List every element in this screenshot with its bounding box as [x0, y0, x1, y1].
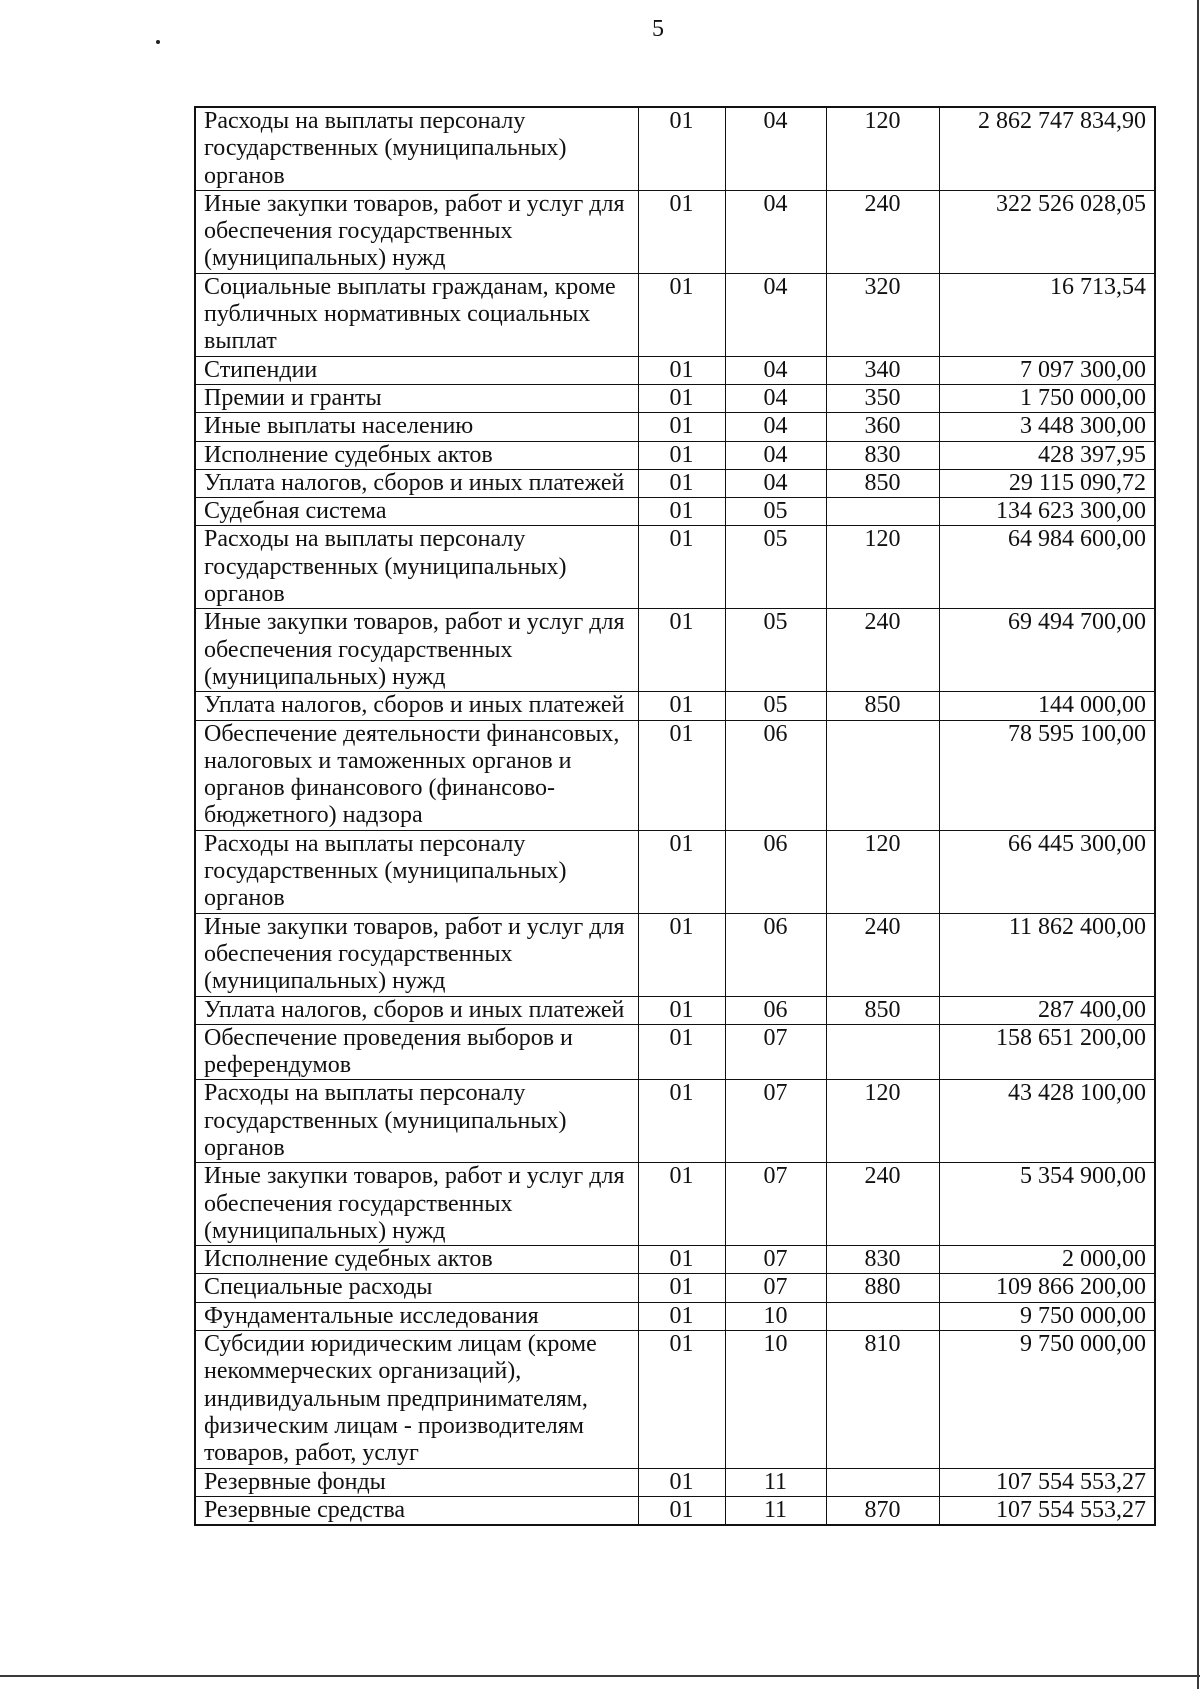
row-sum: 29 115 090,72 [939, 469, 1155, 497]
row-pr: 07 [725, 1246, 826, 1274]
table-row [195, 190, 1155, 273]
table-row [195, 1080, 1155, 1163]
row-name: Резервные фонды [195, 1468, 638, 1496]
row-pr: 04 [725, 356, 826, 384]
row-rz: 01 [638, 1302, 725, 1330]
table-row [195, 830, 1155, 913]
row-sum: 144 000,00 [939, 692, 1155, 720]
row-name: Стипендии [195, 356, 638, 384]
row-pr: 11 [725, 1496, 826, 1525]
row-vr: 120 [826, 1080, 939, 1163]
row-pr: 11 [725, 1468, 826, 1496]
row-vr: 360 [826, 413, 939, 441]
row-vr: 340 [826, 356, 939, 384]
table-row [195, 1496, 1155, 1525]
table-row [195, 609, 1155, 692]
budget-table [194, 106, 1156, 1526]
row-rz: 01 [638, 913, 725, 996]
row-vr: 870 [826, 1496, 939, 1525]
table-row [195, 996, 1155, 1024]
row-pr: 07 [725, 1163, 826, 1246]
table-row [195, 1246, 1155, 1274]
row-rz: 01 [638, 498, 725, 526]
row-sum: 69 494 700,00 [939, 609, 1155, 692]
row-rz: 01 [638, 190, 725, 273]
table-row [195, 720, 1155, 830]
row-rz: 01 [638, 720, 725, 830]
row-rz: 01 [638, 609, 725, 692]
row-name: Исполнение судебных актов [195, 441, 638, 469]
row-sum: 2 000,00 [939, 1246, 1155, 1274]
row-rz: 01 [638, 1496, 725, 1525]
row-name: Уплата налогов, сборов и иных платежей [195, 996, 638, 1024]
row-rz: 01 [638, 469, 725, 497]
row-rz: 01 [638, 1468, 725, 1496]
row-rz: 01 [638, 441, 725, 469]
row-vr: 240 [826, 1163, 939, 1246]
table-row [195, 1331, 1155, 1468]
table-row [195, 498, 1155, 526]
row-pr: 07 [725, 1080, 826, 1163]
row-name: Премии и гранты [195, 384, 638, 412]
row-rz: 01 [638, 413, 725, 441]
row-name: Иные закупки товаров, работ и услуг для обеспечения государственных (муниципальных) нужд [195, 1163, 638, 1246]
row-sum: 78 595 100,00 [939, 720, 1155, 830]
row-sum: 9 750 000,00 [939, 1331, 1155, 1468]
row-vr [826, 1024, 939, 1080]
row-name: Социальные выплаты гражданам, кроме публичных нормативных социальных выплат [195, 273, 638, 356]
row-name: Иные закупки товаров, работ и услуг для обеспечения государственных (муниципальных) нужд [195, 609, 638, 692]
row-pr: 04 [725, 384, 826, 412]
row-sum: 43 428 100,00 [939, 1080, 1155, 1163]
row-sum: 322 526 028,05 [939, 190, 1155, 273]
table-row [195, 1302, 1155, 1330]
table-row [195, 441, 1155, 469]
row-sum: 2 862 747 834,90 [939, 107, 1155, 190]
row-name: Обеспечение деятельности финансовых, налоговых и таможенных органов и органов финансового (финансово-бюджетного) надзора [195, 720, 638, 830]
row-rz: 01 [638, 1163, 725, 1246]
row-pr: 04 [725, 469, 826, 497]
row-rz: 01 [638, 526, 725, 609]
table-row [195, 107, 1155, 190]
row-vr: 120 [826, 526, 939, 609]
table-row [195, 1024, 1155, 1080]
page-edge-bottom [0, 1675, 1200, 1677]
row-vr: 830 [826, 1246, 939, 1274]
table-row [195, 1274, 1155, 1302]
row-sum: 287 400,00 [939, 996, 1155, 1024]
row-rz: 01 [638, 996, 725, 1024]
row-rz: 01 [638, 1274, 725, 1302]
row-rz: 01 [638, 1024, 725, 1080]
row-rz: 01 [638, 384, 725, 412]
row-rz: 01 [638, 1331, 725, 1468]
row-sum: 428 397,95 [939, 441, 1155, 469]
table-row [195, 273, 1155, 356]
row-rz: 01 [638, 273, 725, 356]
row-pr: 07 [725, 1024, 826, 1080]
row-name: Уплата налогов, сборов и иных платежей [195, 692, 638, 720]
row-pr: 10 [725, 1331, 826, 1468]
row-sum: 134 623 300,00 [939, 498, 1155, 526]
row-name: Расходы на выплаты персоналу государственных (муниципальных) органов [195, 107, 638, 190]
row-pr: 10 [725, 1302, 826, 1330]
table-row [195, 692, 1155, 720]
row-sum: 107 554 553,27 [939, 1496, 1155, 1525]
row-sum: 158 651 200,00 [939, 1024, 1155, 1080]
row-name: Резервные средства [195, 1496, 638, 1525]
row-pr: 04 [725, 273, 826, 356]
row-vr: 850 [826, 469, 939, 497]
budget-table-body [195, 107, 1155, 1525]
row-name: Уплата налогов, сборов и иных платежей [195, 469, 638, 497]
row-sum: 3 448 300,00 [939, 413, 1155, 441]
row-name: Исполнение судебных актов [195, 1246, 638, 1274]
row-vr: 120 [826, 830, 939, 913]
row-rz: 01 [638, 830, 725, 913]
row-vr: 240 [826, 609, 939, 692]
row-sum: 7 097 300,00 [939, 356, 1155, 384]
row-name: Специальные расходы [195, 1274, 638, 1302]
row-name: Иные закупки товаров, работ и услуг для обеспечения государственных (муниципальных) нужд [195, 190, 638, 273]
row-pr: 06 [725, 830, 826, 913]
row-name: Субсидии юридическим лицам (кроме некоммерческих организаций), индивидуальным предпринимателям, физическим лицам - производителям товаров, работ, услуг [195, 1331, 638, 1468]
table-row [195, 1468, 1155, 1496]
row-vr: 880 [826, 1274, 939, 1302]
row-sum: 5 354 900,00 [939, 1163, 1155, 1246]
row-name: Расходы на выплаты персоналу государственных (муниципальных) органов [195, 1080, 638, 1163]
row-sum: 66 445 300,00 [939, 830, 1155, 913]
row-name: Судебная система [195, 498, 638, 526]
row-pr: 06 [725, 996, 826, 1024]
row-vr: 350 [826, 384, 939, 412]
row-name: Обеспечение проведения выборов и референдумов [195, 1024, 638, 1080]
row-sum: 64 984 600,00 [939, 526, 1155, 609]
table-row [195, 356, 1155, 384]
row-vr: 320 [826, 273, 939, 356]
row-rz: 01 [638, 107, 725, 190]
row-vr: 240 [826, 913, 939, 996]
page-edge-right [1197, 0, 1199, 1689]
row-name: Расходы на выплаты персоналу государственных (муниципальных) органов [195, 830, 638, 913]
row-pr: 07 [725, 1274, 826, 1302]
row-pr: 05 [725, 526, 826, 609]
row-name: Расходы на выплаты персоналу государственных (муниципальных) органов [195, 526, 638, 609]
row-sum: 16 713,54 [939, 273, 1155, 356]
table-row [195, 469, 1155, 497]
table-row [195, 413, 1155, 441]
row-pr: 05 [725, 498, 826, 526]
row-vr: 830 [826, 441, 939, 469]
row-pr: 04 [725, 107, 826, 190]
row-pr: 06 [725, 720, 826, 830]
row-vr: 120 [826, 107, 939, 190]
row-sum: 109 866 200,00 [939, 1274, 1155, 1302]
row-rz: 01 [638, 356, 725, 384]
row-rz: 01 [638, 1246, 725, 1274]
row-name: Иные выплаты населению [195, 413, 638, 441]
row-rz: 01 [638, 1080, 725, 1163]
row-vr [826, 1302, 939, 1330]
row-vr [826, 720, 939, 830]
row-vr [826, 498, 939, 526]
row-pr: 04 [725, 190, 826, 273]
row-pr: 06 [725, 913, 826, 996]
row-vr: 810 [826, 1331, 939, 1468]
row-sum: 9 750 000,00 [939, 1302, 1155, 1330]
row-vr: 850 [826, 692, 939, 720]
row-pr: 05 [725, 609, 826, 692]
row-name: Иные закупки товаров, работ и услуг для обеспечения государственных (муниципальных) нужд [195, 913, 638, 996]
row-vr: 240 [826, 190, 939, 273]
row-pr: 04 [725, 441, 826, 469]
table-row [195, 384, 1155, 412]
row-vr: 850 [826, 996, 939, 1024]
row-name: Фундаментальные исследования [195, 1302, 638, 1330]
table-row [195, 526, 1155, 609]
row-sum: 1 750 000,00 [939, 384, 1155, 412]
row-rz: 01 [638, 692, 725, 720]
table-row [195, 913, 1155, 996]
row-sum: 107 554 553,27 [939, 1468, 1155, 1496]
row-pr: 05 [725, 692, 826, 720]
page-number: 5 [652, 16, 664, 42]
table-row [195, 1163, 1155, 1246]
row-pr: 04 [725, 413, 826, 441]
row-sum: 11 862 400,00 [939, 913, 1155, 996]
row-vr [826, 1468, 939, 1496]
